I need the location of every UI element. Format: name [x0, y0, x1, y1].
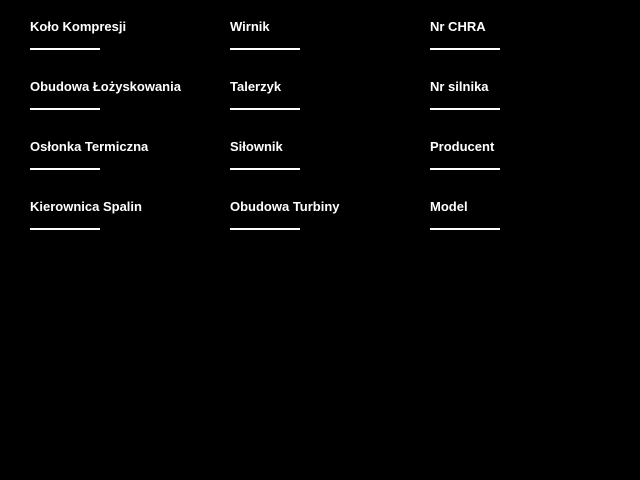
field-label-model: Model — [430, 199, 468, 214]
field-label-nr-chra: Nr CHRA — [430, 19, 486, 34]
field-wirnik — [230, 19, 410, 65]
field-kierownica-spalin — [30, 199, 210, 245]
field-input-model[interactable] — [430, 228, 500, 230]
field-silownik — [230, 139, 410, 185]
field-label-kierownica-spalin: Kierownica Spalin — [30, 199, 142, 214]
field-producent — [430, 139, 610, 185]
field-label-kolo-kompresji: Koło Kompresji — [30, 19, 127, 34]
field-label-oslonka-termiczna: Osłonka Termiczna — [30, 139, 149, 154]
field-kolo-kompresji — [30, 19, 210, 65]
field-input-oslonka-termiczna[interactable] — [30, 168, 100, 170]
field-input-nr-silnika[interactable] — [430, 108, 500, 110]
field-nr-chra — [430, 19, 610, 65]
field-label-nr-silnika: Nr silnika — [430, 79, 489, 94]
field-talerzyk — [230, 79, 410, 125]
field-obudowa-lozyskowania — [30, 79, 210, 125]
field-input-obudowa-lozyskowania[interactable] — [30, 108, 100, 110]
field-label-talerzyk: Talerzyk — [230, 79, 282, 94]
field-input-wirnik[interactable] — [230, 48, 300, 50]
field-input-producent[interactable] — [430, 168, 500, 170]
field-input-obudowa-turbiny[interactable] — [230, 228, 300, 230]
field-input-silownik[interactable] — [230, 168, 300, 170]
field-obudowa-turbiny — [230, 199, 410, 245]
field-input-kierownica-spalin[interactable] — [30, 228, 100, 230]
field-label-obudowa-lozyskowania: Obudowa Łożyskowania — [30, 79, 181, 94]
field-oslonka-termiczna — [30, 139, 210, 185]
field-model — [430, 199, 610, 245]
field-label-wirnik: Wirnik — [230, 19, 270, 34]
field-label-obudowa-turbiny: Obudowa Turbiny — [230, 199, 340, 214]
field-input-talerzyk[interactable] — [230, 108, 300, 110]
field-label-producent: Producent — [430, 139, 495, 154]
field-input-nr-chra[interactable] — [430, 48, 500, 50]
field-nr-silnika — [430, 79, 610, 125]
field-label-silownik: Siłownik — [230, 139, 283, 154]
field-input-kolo-kompresji[interactable] — [30, 48, 100, 50]
